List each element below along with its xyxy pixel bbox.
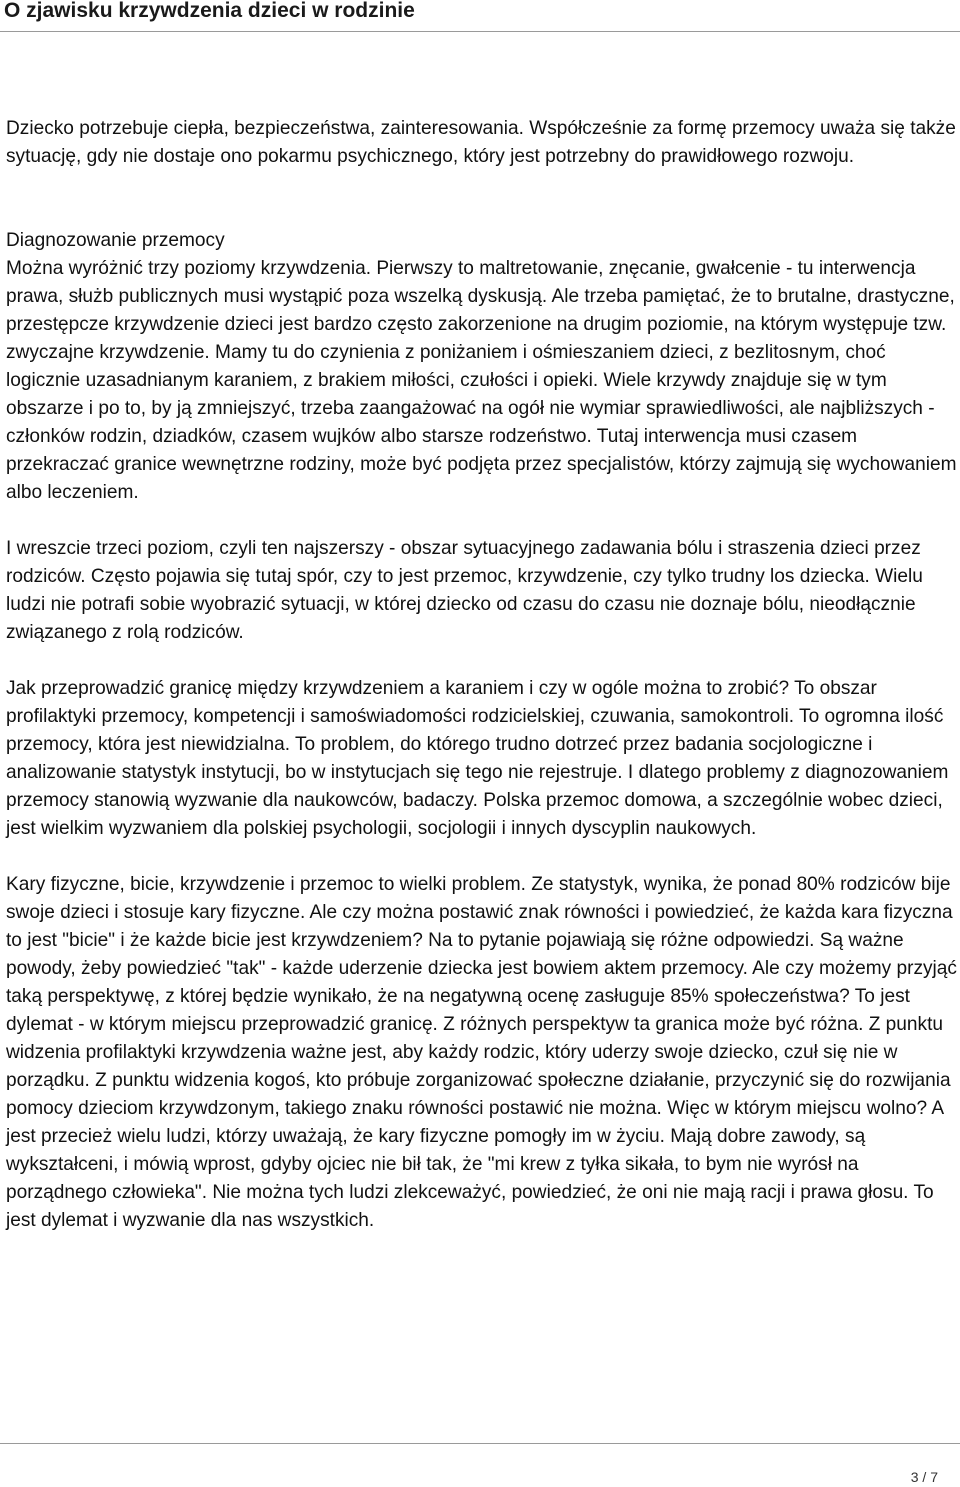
paragraph-levels: Można wyróżnić trzy poziomy krzywdzenia. Pierwszy to maltretowanie, znęcanie, gwałcenie - tu interwencja prawa, służb publicznych musi wystąpić poza wszelką dyskusją. Ale trzeba pamiętać, że to brutalne, drastyczne, przestępcze krzywdzenie dzieci jest bardzo często zakorzenione na drugim poziomie, na którym występuje tzw. zwyczajne krzywdzenie. Mamy tu do czynienia z poniżaniem i ośmieszaniem dzieci, z bezlitosnym, choć logicznie uzasadnianym karaniem, z brakiem miłości, czułości i opieki. Wiele krzywdy znajduje się w tym obszarze i po to, by ją zmniejszyć, trzeba zaangażować na ogół nie wymiar sprawiedliwości, ale najbliższych - członków rodzin, dziadków, czasem wujków albo starsze rodzeństwo. Tutaj interwencja musi czasem przekraczać granice wewnętrzne rodziny, może być podjęta przez specjalistów, którzy zajmują się wychowaniem albo leczeniem. bbox=[6, 258, 957, 503]
blank-spacer bbox=[6, 199, 959, 227]
footer-divider bbox=[0, 1443, 960, 1444]
page-number: 3 / 7 bbox=[910, 1469, 938, 1485]
paragraph-intro: Dziecko potrzebuje ciepła, bezpieczeństwa, zainteresowania. Współcześnie za formę przemocy uważa się także sytuację, gdy nie dostaje ono pokarmu psychicznego, który jest potrzebny do prawidłowego rozwoju. bbox=[6, 118, 956, 167]
paragraph-physical-punishment: Kary fizyczne, bicie, krzywdzenie i przemoc to wielki problem. Ze statystyk, wynika, że ponad 80% rodziców bije swoje dzieci i stosuje kary fizyczne. Ale czy można postawić znak równości i powiedzieć, że każda kara fizyczna to jest "bicie" i że każde bicie jest krzywdzeniem? Na to pytanie pojawiają się różne odpowiedzi. Są ważne powody, żeby powiedzieć "tak" - każde uderzenie dziecka jest bowiem aktem przemocy. Ale czy możemy przyjąć taką perspektywę, z której będzie wynikało, że na negatywną ocenę zasługuje 85% społeczeństwa? To jest dylemat - w którym miejscu przeprowadzić granicę. Z różnych perspektyw ta granica może być różna. Z punktu widzenia profilaktyki krzywdzenia ważne jest, aby każdy rodzic, który uderzy swoje dziecko, czuł się nie w porządku. Z punktu widzenia kogoś, kto próbuje zorganizować społeczne działanie, przyczynić się do rozwijania pomocy dzieciom krzywdzonym, takiego znaku równości postawić nie można. Więc w którym miejscu wolno? A jest przecież wielu ludzi, którzy uważają, że kary fizyczne pomogły im w życiu. Mają dobre zawody, są wykształceni, i mówią wprost, gdyby ojciec nie bił tak, że "mi krew z tyłka sikała, to bym nie wyrósł na porządnego człowieka". Nie można tych ludzi zlekceważyć, powiedzieć, że oni nie mają racji i prawa głosu. To jest dylemat i wyzwanie dla nas wszystkich. bbox=[6, 874, 957, 1231]
document-title: O zjawisku krzywdzenia dzieci w rodzinie bbox=[4, 0, 415, 22]
paragraph-third-level: I wreszcie trzeci poziom, czyli ten najszerszy - obszar sytuacyjnego zadawania bólu i straszenia dzieci przez rodziców. Często pojawia się tutaj spór, czy to jest przemoc, krzywdzenie, czy tylko trudny los dziecka. Wielu ludzi nie potrafi sobie wyobrazić sytuacji, w której dziecko od czasu do czasu nie doznaje bólu, nieodłącznie związanego z rolą rodziców. bbox=[6, 538, 923, 643]
section-heading: Diagnozowanie przemocy bbox=[6, 230, 225, 251]
title-divider bbox=[0, 31, 960, 32]
paragraph-boundary: Jak przeprowadzić granicę między krzywdzeniem a karaniem i czy w ogóle można to zrobić? To obszar profilaktyki przemocy, kompetencji i samoświadomości rodzicielskiej, czuwania, samokontroli. To ogromna ilość przemocy, która jest niewidzialna. To problem, do którego trudno dotrzeć przez badania socjologiczne i analizowanie statystyk instytucji, bo w instytucjach się tego nie rejestruje. I dlatego problemy z diagnozowaniem przemocy stanowią wyzwanie dla naukowców, badaczy. Polska przemoc domowa, a szczególnie wobec dzieci, jest wielkim wyzwaniem dla polskiej psychologii, socjologii i innych dyscyplin naukowych. bbox=[6, 678, 949, 839]
article-body bbox=[6, 115, 959, 1263]
